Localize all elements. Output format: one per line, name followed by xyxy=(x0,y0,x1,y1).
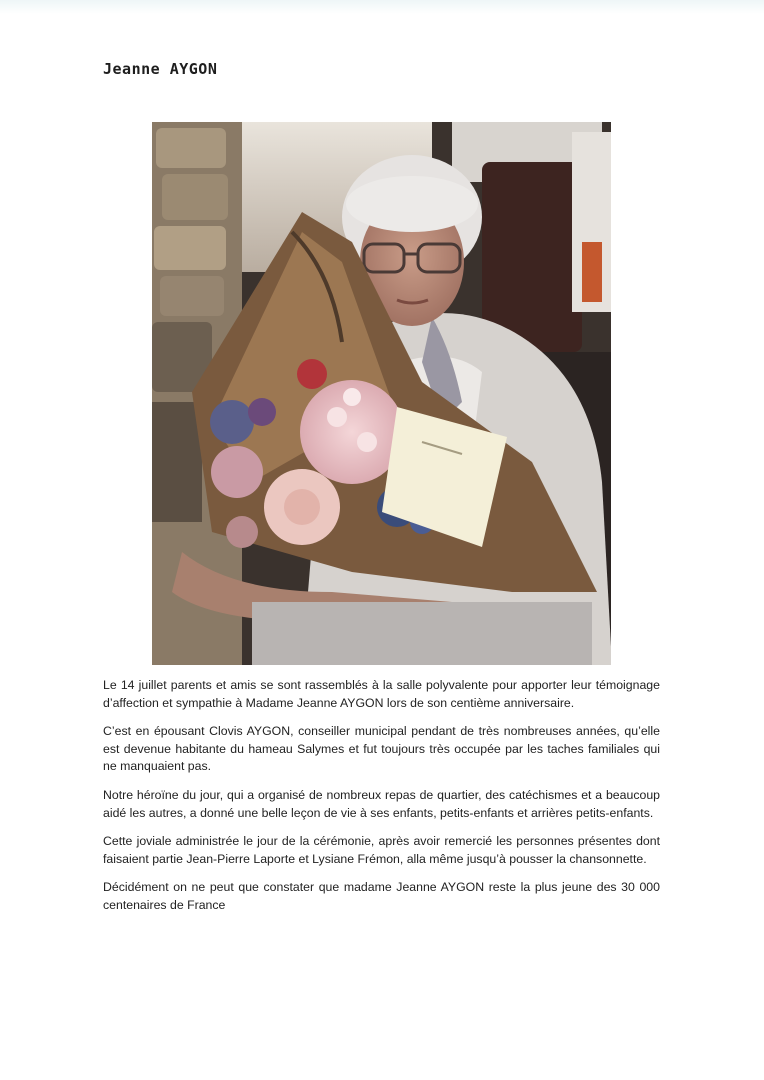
paragraph: Le 14 juillet parents et amis se sont rassemblés à la salle polyvalente pour apporter leur témoignage d’affection et sympathie à Madame Jeanne AYGON lors de son centième anniversaire. xyxy=(103,678,660,710)
paragraph: Décidément on ne peut que constater que madame Jeanne AYGON reste la plus jeune des 30 000 centenaires de France xyxy=(103,880,660,912)
scan-edge xyxy=(0,0,764,14)
paragraph: C’est en épousant Clovis AYGON, conseiller municipal pendant de très nombreuses années, qu’elle est devenue habitante du hameau Salymes et fut toujours très occupée par les taches familiales qui ne manquaient pas. xyxy=(103,724,660,774)
article-body xyxy=(103,677,660,926)
centenarian-photo xyxy=(152,122,611,665)
paragraph: Notre héroïne du jour, qui a organisé de nombreux repas de quartier, des catéchismes et a beaucoup aidé les autres, a donné une belle leçon de vie à ses enfants, petits-enfants et arrières petits-enfants. xyxy=(103,787,660,820)
paragraph: Cette joviale administrée le jour de la cérémonie, après avoir remercié les personnes présentes dont faisaient partie Jean-Pierre Laporte et Lysiane Frémon, alla même jusqu’à pousser la chansonnette. xyxy=(103,834,660,866)
page-title: Jeanne AYGON xyxy=(103,60,218,78)
